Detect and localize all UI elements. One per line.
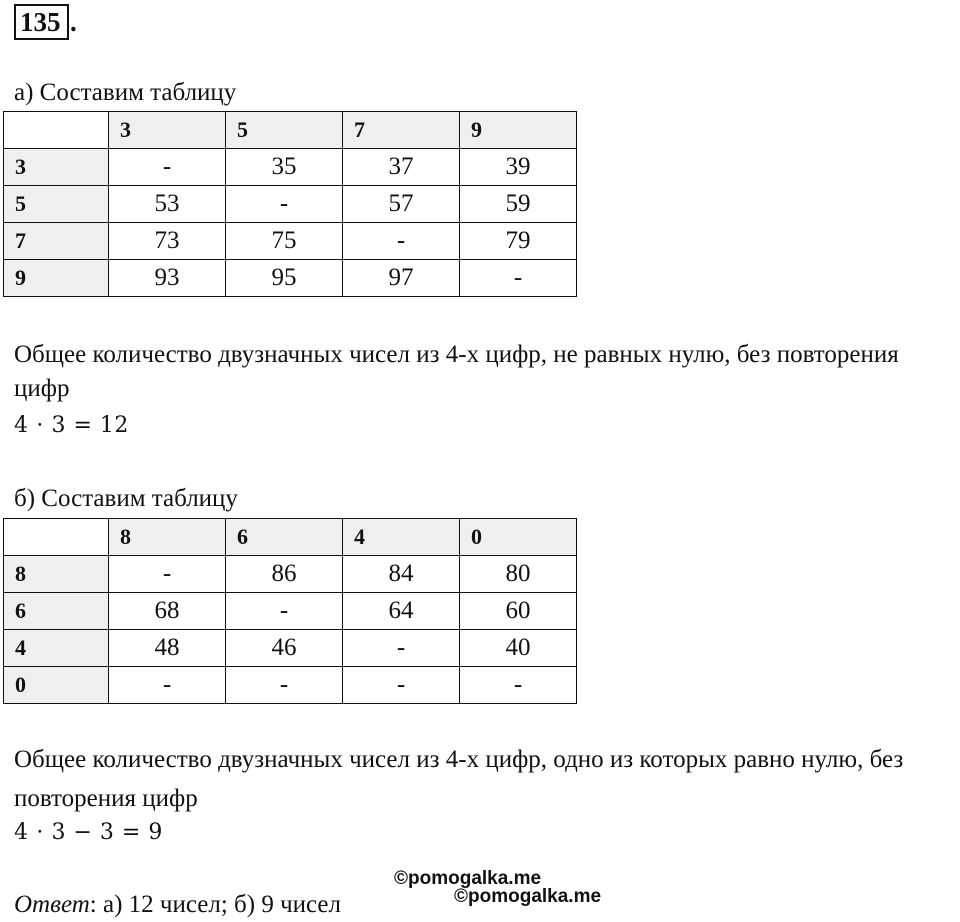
part-a-heading: а) Составим таблицу bbox=[14, 79, 237, 106]
part-a-text-line-2: цифр bbox=[14, 375, 70, 402]
column-header: 0 bbox=[460, 519, 577, 556]
table-cell: 86 bbox=[226, 556, 343, 593]
table-cell: 60 bbox=[460, 593, 577, 630]
table-row bbox=[4, 519, 577, 556]
answer-label: Ответ bbox=[14, 891, 90, 918]
row-header: 5 bbox=[4, 186, 109, 223]
table-cell: 39 bbox=[460, 149, 577, 186]
table-cell: - bbox=[343, 630, 460, 667]
watermark: ©pomogalka.me bbox=[394, 868, 542, 889]
column-header: 4 bbox=[343, 519, 460, 556]
table-cell: 53 bbox=[109, 186, 226, 223]
row-header: 7 bbox=[4, 223, 109, 260]
table-cell: - bbox=[226, 593, 343, 630]
table-cell: 73 bbox=[109, 223, 226, 260]
row-header: 9 bbox=[4, 260, 109, 297]
part-a-text-line-1: Общее количество двузначных чисел из 4-х цифр, не равных нулю, без повторения bbox=[14, 341, 899, 368]
table-a bbox=[3, 111, 577, 297]
table-cell: 84 bbox=[343, 556, 460, 593]
column-header: 3 bbox=[109, 112, 226, 149]
table-cell: - bbox=[226, 667, 343, 704]
table-row bbox=[4, 630, 577, 667]
table-cell: - bbox=[109, 667, 226, 704]
table-cell: 57 bbox=[343, 186, 460, 223]
column-header: 5 bbox=[226, 112, 343, 149]
answer-text: : а) 12 чисел; б) 9 чисел bbox=[89, 891, 341, 918]
part-b-text-line-1: Общее количество двузначных чисел из 4-х цифр, одно из которых равно нулю, без bbox=[14, 746, 904, 773]
part-b-heading: б) Составим таблицу bbox=[14, 485, 238, 512]
table-cell: 93 bbox=[109, 260, 226, 297]
table-row bbox=[4, 260, 577, 297]
row-header: 8 bbox=[4, 556, 109, 593]
table-cell: 97 bbox=[343, 260, 460, 297]
table-cell: 35 bbox=[226, 149, 343, 186]
table-b bbox=[3, 518, 577, 704]
table-cell: 95 bbox=[226, 260, 343, 297]
table-row bbox=[4, 593, 577, 630]
watermark: ©pomogalka.me bbox=[454, 886, 602, 907]
problem-number: 135 bbox=[14, 4, 69, 40]
problem-number-dot: . bbox=[70, 7, 77, 37]
row-header: 4 bbox=[4, 630, 109, 667]
table-cell: - bbox=[109, 556, 226, 593]
table-cell: - bbox=[460, 260, 577, 297]
column-header: 7 bbox=[343, 112, 460, 149]
table-cell: - bbox=[343, 667, 460, 704]
column-header: 8 bbox=[109, 519, 226, 556]
answer-line bbox=[14, 890, 341, 920]
row-header: 6 bbox=[4, 593, 109, 630]
table-cell: 46 bbox=[226, 630, 343, 667]
table-row bbox=[4, 149, 577, 186]
table-corner-cell bbox=[4, 112, 109, 149]
table-cell: 79 bbox=[460, 223, 577, 260]
table-cell: 59 bbox=[460, 186, 577, 223]
table-row bbox=[4, 112, 577, 149]
table-row bbox=[4, 667, 577, 704]
table-row bbox=[4, 556, 577, 593]
column-header: 6 bbox=[226, 519, 343, 556]
part-b-text-line-2: повторения цифр bbox=[14, 785, 198, 812]
table-cell: - bbox=[226, 186, 343, 223]
table-cell: 75 bbox=[226, 223, 343, 260]
part-a-formula: 4 ⋅ 3 = 12 bbox=[14, 413, 129, 438]
table-cell: 68 bbox=[109, 593, 226, 630]
table-corner-cell bbox=[4, 519, 109, 556]
table-row bbox=[4, 223, 577, 260]
table-cell: - bbox=[109, 149, 226, 186]
table-cell: - bbox=[343, 223, 460, 260]
table-cell: 37 bbox=[343, 149, 460, 186]
table-cell: 40 bbox=[460, 630, 577, 667]
table-row bbox=[4, 186, 577, 223]
column-header: 9 bbox=[460, 112, 577, 149]
table-cell: 80 bbox=[460, 556, 577, 593]
table-cell: 64 bbox=[343, 593, 460, 630]
row-header: 3 bbox=[4, 149, 109, 186]
table-cell: 48 bbox=[109, 630, 226, 667]
row-header: 0 bbox=[4, 667, 109, 704]
table-cell: - bbox=[460, 667, 577, 704]
part-b-formula: 4 ⋅ 3 − 3 = 9 bbox=[14, 820, 163, 845]
